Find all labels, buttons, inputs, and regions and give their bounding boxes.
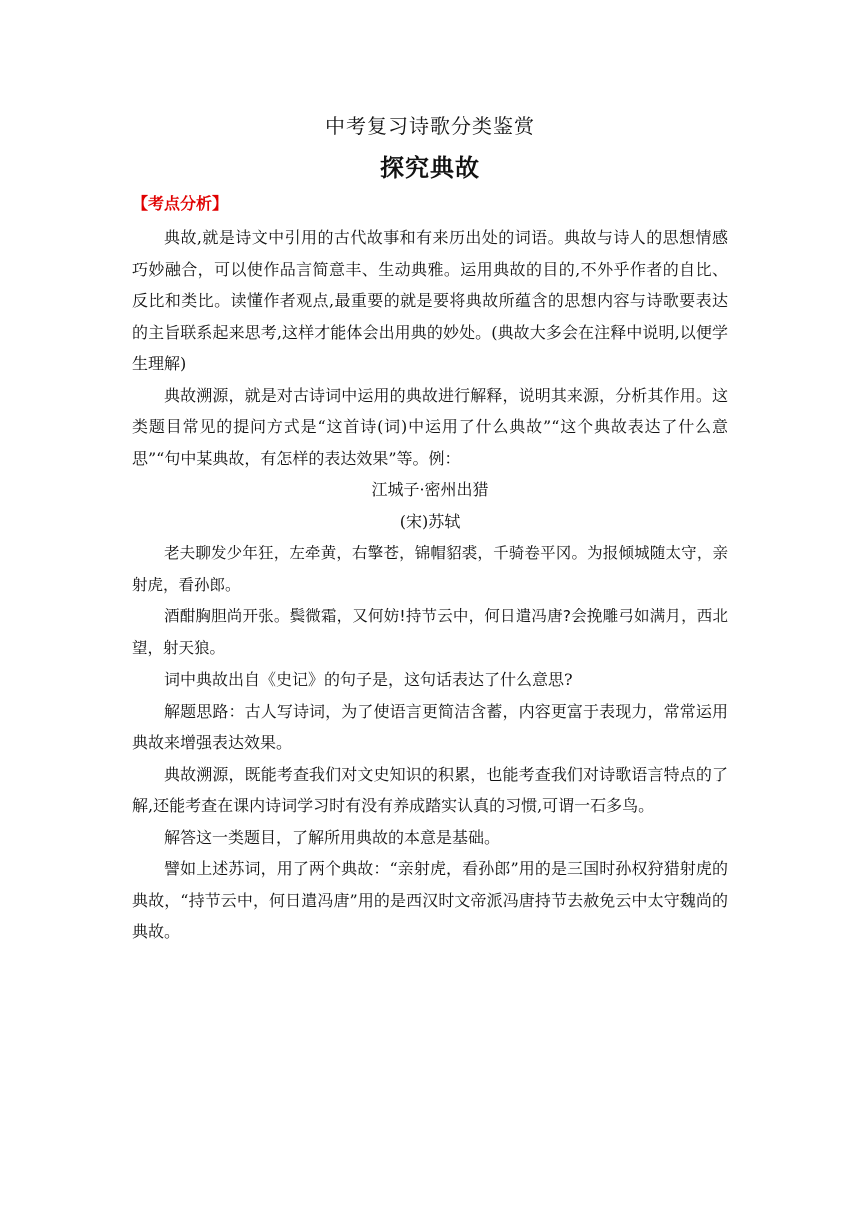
intro-paragraph-2: 典故溯源，就是对古诗词中运用的典故进行解释，说明其来源，分析其作用。这类题目常见的提问方式是“这首诗(词)中运用了什么典故”“这个典故表达了什么意思”“句中某典故，有怎样的表达效果”等。例：: [132, 385, 728, 468]
poem-stanza-2: 酒酣胸胆尚开张。鬓微霜，又何妨!持节云中，何日遣冯唐?会挽雕弓如满月，西北望，射天狼。: [132, 607, 728, 657]
document-title: 中考复习诗歌分类鉴赏: [325, 114, 535, 138]
intro-paragraph-1: 典故,就是诗文中引用的古代故事和有来历出处的词语。典故与诗人的思想情感巧妙融合，可以使作品言简意丰、生动典雅。运用典故的目的,不外乎作者的自比、反比和类比。读懂作者观点,最重要的就是要将典故所蕴含的思想内容与诗歌要表达的主旨联系起来思考,这样才能体会出用典的妙处。(典故大多会在注释中说明,以便学生理解): [132, 228, 728, 373]
section-heading: 【考点分析】: [132, 194, 229, 213]
document-subtitle: 探究典故: [380, 154, 480, 182]
solution-paragraph-3: 解答这一类题目，了解所用典故的本意是基础。: [164, 827, 501, 847]
poem-stanza-1: 老夫聊发少年狂，左牵黄，右擎苍，锦帽貂裘，千骑卷平冈。为报倾城随太守，亲射虎，看孙郎。: [132, 544, 728, 594]
poem-author: (宋)苏轼: [399, 512, 461, 531]
document-page: [132, 108, 728, 948]
question-paragraph: 词中典故出自《史记》的句子是，这句话表达了什么意思?: [164, 670, 573, 689]
solution-paragraph-4: 譬如上述苏词，用了两个典故：“亲射虎，看孙郎”用的是三国时孙权狩猎射虎的典故，“持节云中，何日遣冯唐”用的是西汉时文帝派冯唐持节去赦免云中太守魏尚的典故。: [132, 859, 728, 941]
poem-title: 江城子·密州出猎: [371, 480, 489, 499]
solution-paragraph-1: 解题思路：古人写诗词，为了使语言更简洁含蓄，内容更富于表现力，常常运用典故来增强表达效果。: [132, 701, 728, 752]
solution-paragraph-2: 典故溯源，既能考查我们对文史知识的积累，也能考查我们对诗歌语言特点的了解,还能考查在课内诗词学习时有没有养成踏实认真的习惯,可谓一石多鸟。: [132, 764, 728, 815]
